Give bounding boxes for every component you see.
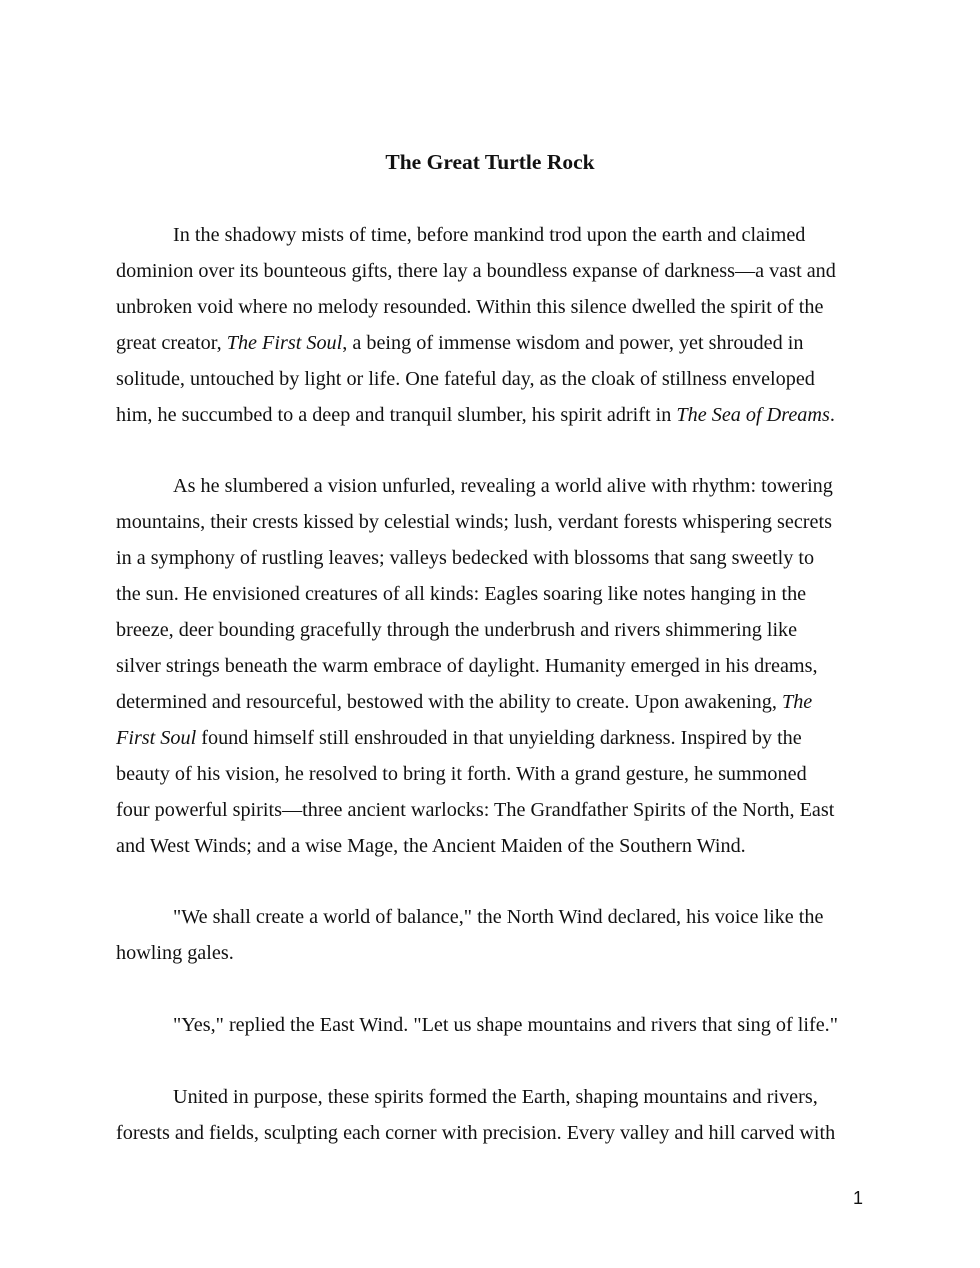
paragraph [116, 900, 864, 972]
paragraph [116, 1080, 864, 1152]
text-line [116, 685, 864, 721]
text-line: the sun. He envisioned creatures of all kinds: Eagles soaring like notes hanging in the [116, 583, 807, 606]
paragraph [116, 469, 864, 864]
body-text [116, 218, 864, 1188]
italic-title: The [781, 690, 813, 713]
text-line: United in purpose, these spirits formed the Earth, shaping mountains and rivers, [173, 1086, 818, 1109]
text-line: In the shadowy mists of time, before mankind trod upon the earth and claimed [173, 224, 806, 246]
text-segment: found himself still enshrouded in that unyielding darkness. Inspired by the [196, 726, 802, 749]
italic-title: The First Soul [226, 331, 343, 354]
text-line: solitude, untouched by light or life. One fateful day, as the cloak of stillness enveloped [116, 367, 815, 390]
text-segment: determined and resourceful, bestowed with the ability to create. Upon awakening, [116, 690, 782, 713]
text-line: unbroken void where no melody resounded. Within this silence dwelled the spirit of the [116, 295, 824, 318]
text-line: silver strings beneath the warm embrace of daylight. Humanity emerged in his dreams, [116, 654, 818, 677]
paragraph [116, 1008, 864, 1044]
italic-title: The Sea of Dreams [676, 403, 830, 426]
text-line [116, 398, 864, 434]
page-number: 1 [852, 1188, 863, 1208]
text-line: forests and fields, sculpting each corner with precision. Every valley and hill carved with [116, 1122, 836, 1145]
italic-title: First Soul [116, 726, 197, 749]
text-line: four powerful spirits—three ancient warlocks: The Grandfather Spirits of the North, East [116, 798, 835, 821]
text-line: mountains, their crests kissed by celestial winds; lush, verdant forests whispering secrets [116, 511, 832, 534]
text-line: As he slumbered a vision unfurled, revealing a world alive with rhythm: towering [173, 475, 833, 498]
paragraph [116, 218, 864, 433]
text-line: "Yes," replied the East Wind. "Let us shape mountains and rivers that sing of life." [173, 1014, 838, 1037]
text-line: dominion over its bounteous gifts, there lay a boundless expanse of darkness—a vast and [116, 259, 836, 282]
text-line: "We shall create a world of balance," the North Wind declared, his voice like the [173, 906, 824, 929]
text-segment: , a being of immense wisdom and power, yet shrouded in [342, 331, 804, 354]
text-line: beauty of his vision, he resolved to bring it forth. With a grand gesture, he summoned [116, 762, 807, 785]
text-line [116, 326, 864, 362]
text-line: howling gales. [116, 942, 234, 965]
text-line: breeze, deer bounding gracefully through the underbrush and rivers shimmering like [116, 619, 798, 642]
page-title: The Great Turtle Rock [385, 150, 595, 174]
text-segment: him, he succumbed to a deep and tranquil slumber, his spirit adrift in [116, 403, 677, 426]
text-segment: great creator, [116, 331, 227, 354]
text-segment: . [829, 403, 835, 426]
text-line: and West Winds; and a wise Mage, the Ancient Maiden of the Southern Wind. [116, 834, 746, 857]
text-line: in a symphony of rustling leaves; valleys bedecked with blossoms that sang sweetly to [116, 547, 815, 570]
text-line [116, 721, 864, 757]
